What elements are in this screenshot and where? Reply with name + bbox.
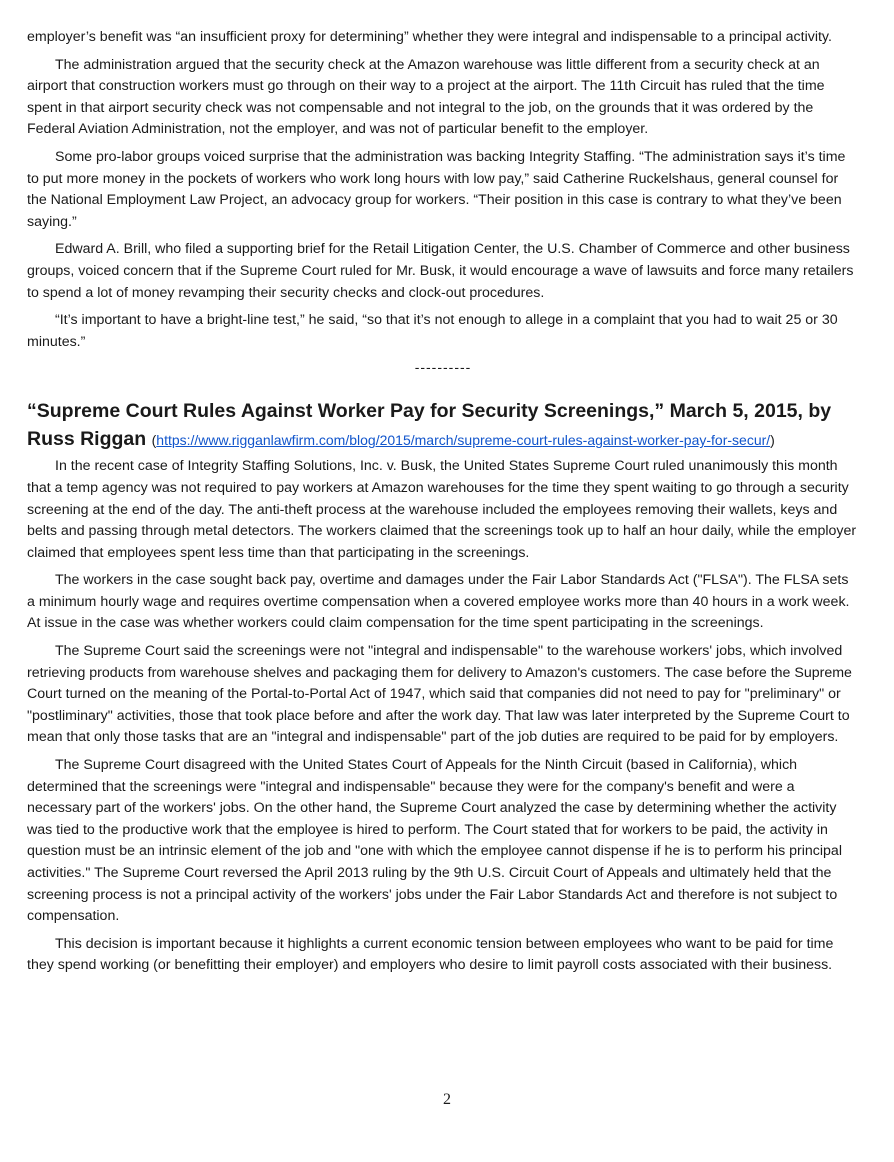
section-divider: ---------- xyxy=(414,359,472,376)
article-paragraph: The Supreme Court said the screenings were not "integral and indispensable" to the warehouse workers' jobs, which involved retrieving products from warehouse shelves and packaging them for delivery to Amazon's customers. The case before the Supreme Court turned on the meaning of the Portal-to-Portal Act of 1947, which said that companies did not need to pay for "preliminary" or "postliminary" activities, those that took place before and after the work day. That law was later interpreted by the Supreme Court to mean that only those tasks that are an "integral and indispensable" part of the job duties are required to be paid for by employers. xyxy=(27,643,852,746)
page-number: 2 xyxy=(443,1091,451,1108)
document-page xyxy=(27,27,859,983)
article-headline: “Supreme Court Rules Against Worker Pay for Security Screenings,” March 5, 2015, by Russ Riggan xyxy=(27,400,832,451)
paren-open: ( xyxy=(151,432,157,449)
article-paragraph: The Supreme Court disagreed with the United States Court of Appeals for the Ninth Circuit (based in California), which determined that the screenings were "integral and indispensable" because they were for the company's benefit and were a necessary part of the workers' jobs. On the other hand, the Supreme Court analyzed the case by determining whether the activity was tied to the productive work that the employee is hired to perform. The Court stated that for workers to be paid, the activity in question must be an intrinsic element of the job and "one with which the employee cannot dispense if he is to perform his principal activities." The Supreme Court reversed the April 2013 ruling by the 9th U.S. Circuit Court of Appeals and ultimately held that the screening process is not a principal activity of the workers' jobs under the Fair Labor Standards Act and therefore is not subject to compensation. xyxy=(27,757,842,925)
article-heading xyxy=(27,397,859,454)
body-paragraph: Edward A. Brill, who filed a supporting brief for the Retail Litigation Center, the U.S. Chamber of Commerce and other business groups, voiced concern that if the Supreme Court ruled for Mr. Busk, it would encourage a wave of lawsuits and force many retailers to spend a lot of money revamping their security checks and clock-out procedures. xyxy=(27,241,854,301)
paren-close: ) xyxy=(770,432,775,449)
article-paragraph: This decision is important because it highlights a current economic tension between employees who want to be paid for time they spend working (or benefitting their employer) and employers who desire to limit payroll costs associated with their business. xyxy=(27,935,834,974)
body-paragraph: “It’s important to have a bright-line test,” he said, “so that it’s not enough to allege in a complaint that you had to wait 25 or 30 minutes.” xyxy=(27,312,838,350)
source-link[interactable]: https://www.rigganlawfirm.com/blog/2015/march/supreme-court-rules-against-worker-pay-for-secur/ xyxy=(156,432,771,449)
body-paragraph: Some pro-labor groups voiced surprise that the administration was backing Integrity Staffing. “The administration says it’s time to put more money in the pockets of workers who work long hours with low pay,” said Catherine Ruckelshaus, general counsel for the National Employment Law Project, an advocacy group for workers. “Their position in this case is contrary to what they’ve been saying.” xyxy=(27,148,846,230)
body-paragraph: The administration argued that the security check at the Amazon warehouse was little different from a security check at an airport that construction workers must go through on their way to a project at the airport. The 11th Circuit has ruled that the time spent in that airport security check was not compensable and not integral to the job, on the grounds that it was ordered by the Federal Aviation Administration, not the employer, and was not of particular benefit to the employer. xyxy=(27,56,825,138)
continued-paragraph: employer’s benefit was “an insufficient proxy for determining” whether they were integral and indispensable to a principal activity. xyxy=(27,29,832,45)
article-paragraph: The workers in the case sought back pay, overtime and damages under the Fair Labor Standards Act ("FLSA"). The FLSA sets a minimum hourly wage and requires overtime compensation when a covered employee works more than 40 hours in a work week. At issue in the case was whether workers could claim compensation for the time spent participating in the screenings. xyxy=(27,572,850,632)
article-paragraph: In the recent case of Integrity Staffing Solutions, Inc. v. Busk, the United States Supreme Court ruled unanimously this month that a temp agency was not required to pay workers at Amazon warehouses for the time they spent waiting to go through a security screening at the end of the day. The anti-theft process at the warehouse included the employees removing their wallets, keys and belts and passing through metal detectors. The workers claimed that the screenings took up to half an hour daily, while the employer claimed that employees spent less time than that participating in the screenings. xyxy=(27,458,857,561)
